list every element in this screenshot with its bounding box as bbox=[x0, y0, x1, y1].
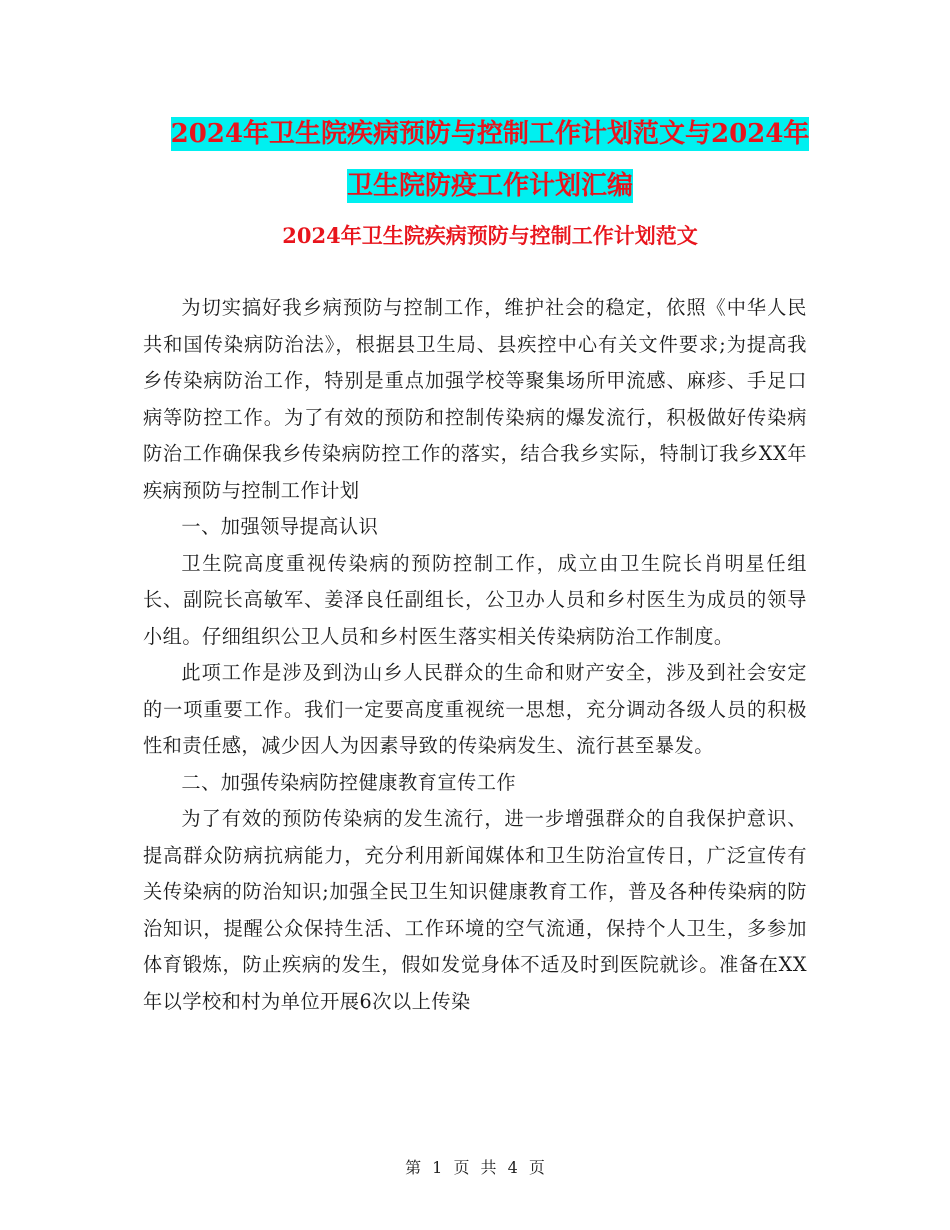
paragraph-education: 为了有效的预防传染病的发生流行，进一步增强群众的自我保护意识、提高群众防病抗病能力，充分利用新闻媒体和卫生防治宣传日，广泛宣传有关传染病的防治知识;加强全民卫生知识健康教育工作，普及各种传染病的防治知识，提醒公众保持生活、工作环境的空气流通，保持个人卫生，多参加体育锻炼，防止疾病的发生，假如发觉身体不适及时到医院就诊。准备在XX年以学校和村为单位开展6次以上传染 bbox=[143, 807, 807, 1013]
main-title-line-2: 卫生院防疫工作计划汇编 bbox=[346, 171, 633, 201]
body-text bbox=[143, 290, 807, 1020]
paragraph-intro: 为切实搞好我乡病预防与控制工作，维护社会的稳定，依照《中华人民共和国传染病防治法》，根据县卫生局、县疾控中心有关文件要求;为提高我乡传染病防治工作，特别是重点加强学校等聚集场所甲流感、麻疹、手足口病等防控工作。为了有效的预防和控制传染病的爆发流行，积极做好传染病防治工作确保我乡传染病防控工作的落实，结合我乡实际，特制订我乡XX年疾病预防与控制工作计划 bbox=[143, 296, 807, 502]
heading-1: 一、加强领导提高认识 bbox=[181, 515, 379, 538]
page-footer: 第 1 页 共 4 页 bbox=[405, 1158, 545, 1177]
section-title: 2024年卫生院疾病预防与控制工作计划范文 bbox=[282, 223, 698, 248]
paragraph-leadership: 卫生院高度重视传染病的预防控制工作，成立由卫生院长肖明星任组长、副院长高敏军、姜泽良任副组长，公卫办人员和乡村医生为成员的领导小组。仔细组织公卫人员和乡村医生落实相关传染病防治工作制度。 bbox=[143, 551, 807, 648]
paragraph-importance: 此项工作是涉及到沩山乡人民群众的生命和财产安全，涉及到社会安定的一项重要工作。我们一定要高度重视统一思想，充分调动各级人员的积极性和责任感，减少因人为因素导致的传染病发生、流行甚至暴发。 bbox=[143, 661, 807, 757]
main-title bbox=[140, 108, 840, 212]
main-title-line-1: 2024年卫生院疾病预防与控制工作计划范文与2024年 bbox=[170, 119, 810, 149]
heading-2: 二、加强传染病防控健康教育宣传工作 bbox=[181, 770, 517, 794]
